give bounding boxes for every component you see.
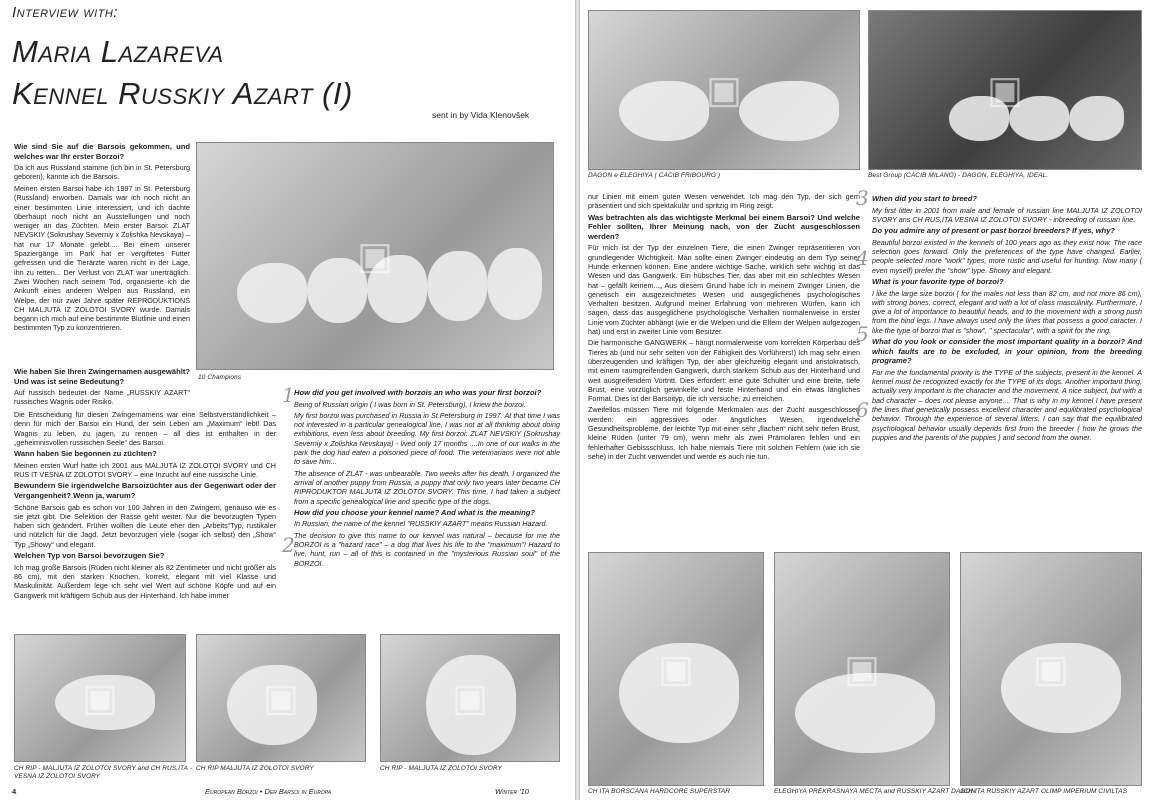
answer-en-2b: The decision to give this name to our kennel was natural – because for me the BORZOI is a "hazard race" – a dog that lives his life to the "maximum"! Hazard to live, hunt, run – all of this is contained in the "mysterious Russian soul" of the BORZOI.	[294, 530, 560, 568]
question-en-1: How did you get involved with borzois an who was your first borzoi?	[294, 388, 542, 397]
question-de-6: Was betrachten als das wichtigste Merkmal bei einem Barsoi? Und welche Fehler sollten, Ihrer Meinung nach, von der Zucht ausgeschlossen werden?	[588, 212, 860, 241]
page-number: 4	[12, 787, 17, 796]
photo-dagon-eleghiya-fribourg	[588, 10, 860, 170]
question-number-4: 4	[856, 246, 869, 270]
question-number-3: 3	[856, 186, 869, 210]
caption-top-2: Best Group (CACIB MILANO) - DAGON, ELEGHIYA, IDEAL.	[868, 172, 1049, 179]
question-de-1: Wie sind Sie auf die Barsois gekommen, und welches war Ihr erster Borzoi?	[14, 142, 190, 161]
answer-en-4: Beautiful borzoi existed in the kennels of 100 years ago as they exist now. The race selection goes forward. Only the preferences of the type have changed. Earlier, people selected more "work" types, more rustic and useful for hunting. Now many ( even myself) prefer the "show" type. Showy and elegant.	[872, 237, 1142, 275]
magazine-name: European Borzoi • Der Barsoi in Europa	[205, 787, 332, 796]
german-column-2	[14, 410, 276, 602]
answer-de-6b: Die harmonische GANGWERK – hängt normalerweise vom korrekten Körperbau des Tieres ab (und nur sehr selten von der Fähigkeit des Vorführers!) Ich mag sehr einen überzeugenden und kräftigen Typ, der aber gleichzeitig elegant und aristokratisch, mit einem raumgreifenden Gangwerk, durch starkem Schub aus der Hinterhand und weit ausgreifendem Vortritt. Dies erfordert: eine gute Schulter und eine breite, tiefe Brust, eine vorzüglich gewinkelte und feste Hinterhand und ein etwas längliches Format. Dies ist der Barsoityp, die ich versuche, zu erreichen.	[588, 338, 860, 404]
answer-en-3: My first litter in 2001 from male and female of russian line MALJUTA IZ ZOLOTOI SVORY ans CH RUS,ITA VESNA IZ ZOLOTOI SVORY - inbreeding of russian line.	[872, 205, 1142, 224]
photo-maljuta-standing	[196, 634, 366, 762]
caption-top-1: DAGON e ELEGHIYA ( CACIB FRIBOURG )	[588, 172, 721, 179]
caption-bottom-1: CH RIP - MALJUTA IZ ZOLOTOI SVORY and CH RUS,ITA - VESNA IZ ZOLOTOI SVORY	[14, 765, 192, 780]
question-en-5: What is your favorite type of borzoi?	[872, 276, 1004, 286]
answer-de-3: Meinen ersten Wurf hatte ich 2001 aus MALJUTA IZ ZOLOTOI SVORY und CH RUS IT VESNA IZ ZOLOTOI SVORY – eine Inzucht auf eine russische Linie.	[14, 460, 276, 480]
english-column-right	[872, 192, 1142, 444]
german-column-right	[588, 192, 860, 463]
caption-bottom-3: CH RIP - MALJUTA IZ ZOLOTOI SVORY	[380, 765, 502, 772]
answer-en-1b: My first borzoi was purchased in Russia in St.Petersburg in 1997. At that time I was not interested in a particular genealogical line, I was not at all thinking about doing exhibitions, even less about breeding. My first borzoi: ZLAT NEVSKIY (Sokrushay Severniy x Zolishka Nevskaya) - lived only 17 months ....In one of our walks in the park the dog had eaten a poisoned piece of food. The veterinarians were not able to save him...	[294, 410, 560, 467]
issue-label: Winter '10	[495, 787, 529, 796]
answer-de-1: Da ich aus Russland stamme (ich bin in St. Petersburg geboren), kannte ich die Barsois.	[14, 163, 190, 182]
german-column-1c	[14, 365, 190, 409]
answer-de-6c: Zweifellos müssen Tiere mit folgende Merkmalen aus der Zucht ausgeschlossen werden: ein aggressives oder ängstliches Wesen, irgendwelche Gesundheitsprobleme, der leichte Typ mit einer sehr „flachen“ nicht sehr tiefen Brust, kleine Rüden (unter 79 cm), wenn mehr als zwei Prämolaren fehlen und ein fehlerhafter Gebissschluss. Ich habe niemals Tiere mit solchen Fehlern (wie ich sie sehe) in der Zucht verwendet und werde es auch nie tun.	[588, 405, 860, 461]
answer-en-6: For me the fundamental priority is the TYPE of the subjects, present in the kennel. A kennel must be recognized exactly for the TYPE of its dogs. Another important thing, actually very important is the character and the movement. A nice subject, but with a bad character – does not please anyone.... That is why in my kennel I have present the lines that genetically possess excellent character and equilibrated psychological behavior. Through the experience of several litters, I can say that the equilibrated psychological behavior usually depends first from the breeder ( how he grows the puppies and the parents of the puppies ) and second from the owner.	[872, 367, 1142, 442]
photo-icon: ▣	[452, 677, 488, 720]
question-en-2: How did you choose your kennel name? And what is the meaning?	[294, 507, 536, 517]
main-photo-ten-champions	[196, 142, 554, 370]
photo-icon: ▣	[263, 677, 299, 720]
caption-bottom-r3: JCH ITA RUSSKIY AZART OLIMP IMPERIUM CIVILTAS	[960, 788, 1128, 795]
photo-icon: ▣	[987, 69, 1023, 112]
article-title-line2: Kennel Russkiy Azart (I)	[12, 76, 353, 111]
photo-icon: ▣	[357, 235, 393, 278]
question-number-5: 5	[856, 322, 869, 346]
photo-best-group-milano	[868, 10, 1142, 170]
question-number-2: 2	[282, 533, 295, 557]
question-de-3: Wann haben Sie begonnen zu züchten?	[14, 449, 157, 459]
article-title-line1: Maria Lazareva	[12, 34, 224, 69]
photo-maljuta-head	[380, 634, 560, 762]
question-number-1: 1	[282, 383, 295, 407]
german-column-1b	[14, 184, 190, 335]
answer-de-2: Auf russisch bedeutet der Name „RUSSKIY AZART“ russisches Wagnis oder Risiko.	[14, 388, 190, 407]
answer-en-1c: The absence of ZLAT - was unbearable. Two weeks after his death, I organized the arrival of another puppy from Russia, a puppy that only two years later became CH RIPRODUKTOR MALJUTA IZ ZOLOTOI SVORY. This time, I had taken a subject from a specific genealogical line and specific type of the dogs.	[294, 468, 560, 506]
german-column-1	[14, 140, 190, 184]
photo-icon: ▣	[82, 677, 118, 720]
english-column	[294, 386, 560, 570]
answer-de-5b: nur Linien mit einem guten Wesen verwendet. Ich mag den Typ, der sich gern präsentiert und sich spektakulär und spritzig im Ring zeigt.	[588, 192, 860, 211]
interview-label: Interview with:	[12, 4, 118, 21]
question-de-4: Bewundern Sie irgendwelche Barsoizüchter aus der Gegenwart oder der Vergangenheit? Wenn ja, warum?	[14, 481, 276, 500]
photo-borscana-hardcore-superstar	[588, 552, 764, 786]
byline: sent in by Vida Klenovšek	[432, 110, 530, 120]
question-de-2: Wie haben Sie Ihren Zwingernamen ausgewählt? Und was ist seine Bedeutung?	[14, 367, 190, 386]
main-photo-caption: 10 Champions	[198, 374, 242, 381]
answer-de-2b: Die Entscheidung für diesen Zwingernamens war eine Selbstverständlichkeit – denn für mich der Barsoi ein Hund, der sein Leben am „Maximum“ lebt! Das Wagnis zu leben, zu jagen, zu rennen – all dies ist enthalten in der „geheimnisvollen russischen Seele“ des Barsoi.	[14, 410, 276, 447]
caption-bottom-r2: ELEGHIYA PREKRASNAYA MECTA and RUSSKIY AZART DAGON	[774, 788, 976, 795]
answer-en-5: I like the large size borzoi ( for the males not less than 82 cm, and not more 86 cm), with strong bones, correct, elegant and with a lot of class masculinity. Furthermore, I give a lot of importance to beautiful heads, and to the movement with a strong push from the hind legs. I have always used only the lines that possess a good caracter. I like the type of borzoi that is "show", " spectacular", with a spirit for the ring.	[872, 288, 1142, 335]
question-en-4: Do you admire any of present or past borzoi breeders? If yes, why?	[872, 226, 1116, 236]
photo-icon: ▣	[658, 648, 694, 691]
answer-en-1a: Being of Russian origin ( I was born in St. Petersburg), I knew the borzoi.	[294, 399, 526, 409]
photo-eleghiya-dagon	[774, 552, 950, 786]
question-number-6: 6	[856, 398, 869, 422]
answer-de-4: Schöne Barsois gab es schon vor 100 Jahren in den Zwingern, genauso wie es sie jetzt gibt. Die Selektion der Rasse geht weiter. Nur die bevorzugten Typen haben sich geändert. Früher wollten die Leute eher den „Arbeits“Typ, rustikaler und nützlich für die Jagd. Jetzt bevorzugen viele (sogar ich selbst) den „Show“ Typ „Showy“ und elegant.	[14, 502, 276, 549]
answer-de-6: Für mich ist der Typ der einzelnen Tiere, die einen Zwinger repräsentieren von grundlegender Wichtigkeit. Man sollte einen Zwinger eindeutig an dem Typ seiner Hunde erkennen können. Eine andere wichtige Sache, wirklich sehr wichtig ist das Wesen und das Gangwerk. Ein hübsches Tier, das aber mit ein schlechtes Wesen hat – gefällt keinem...„ Aus diesem Grund habe ich in meinem Zwinger Linien, die genetisch ein ausgezeichnetes Wesen und ausgeglichenes psychologisches Verhalten besitzen. Aufgrund meiner Erfahrung von mehreren Würfen, kann ich sagen, dass das ausgeglichene psychologische Verhalten normalerweise in erster Linie vom Züchter abhängt (wie er die Welpen und die Eltern der Welpen aufgezogen hat) und erst in zweiter Linie vom Besitzer.	[588, 243, 860, 337]
question-en-3: When did you start to breed?	[872, 194, 978, 203]
photo-icon: ▣	[706, 69, 742, 112]
question-en-6: What do you look or consider the most important quality in a borzoi? And which faults are to be excluded, in your opinion, from the breeding programe?	[872, 337, 1142, 366]
answer-de-1b: Meinen ersten Barsoi habe ich 1997 in St. Petersburg (Russland) erworben. Damals war ich noch nicht an einer bestimmten Linie interessiert, und ich dachte überhaupt noch nicht an Ausstellungen und noch weniger an das Züchten. Mein erster Barsoi: ZLAT NEVSKIY (Sokrushay Severniy x Zolishka Nevskaya) – hat nur 17 Monate gelebt.... Bei einem unserer Spaziergänge im Park hat er vergiftetes Futter gefressen und die Tierärzte waren nicht in der Lage, ihn zu retten... Der Verlust von ZLAT war unerträglich. Zwei Wochen nach seinem Tod, organisierte ich die Ankunft eines anderen Welpen aus Russland, ein Welpe, der nur zwei Jahre später REPRODUKTIONS CH MALJUTA IZ ZOLOTOI SVORY wurde. Damals begann ich mich auf eine bestimmte Blutlinie und einen bestimmten Typ zu konzentrieren.	[14, 184, 190, 333]
answer-en-2a: In Russian, the name of the kennel "RUSSKIY AZART" means Russian Hazard.	[294, 519, 548, 529]
photo-maljuta-vesna	[14, 634, 186, 762]
caption-bottom-r1: CH ITA BORSCANA HARDCORE SUPERSTAR	[588, 788, 731, 795]
photo-icon: ▣	[844, 648, 880, 691]
photo-icon: ▣	[1033, 648, 1069, 691]
answer-de-5: Ich mag große Barsois (Rüden nicht kleiner als 82 Zentimeter und nicht größer als 86 cm), mit den starken Knochen, korrekt, elegant mit viel Klasse und Maskulinität. Außerdem lege ich sehr viel Wert auf schöne Köpfe und auf ein Gangwerk mit kräftigem Schub aus der Hinterhand. Ich habe immer	[14, 562, 276, 600]
photo-olimp-imperium-civiltas	[960, 552, 1142, 786]
right-page	[580, 0, 1150, 800]
question-de-5: Welchen Typ von Barsoi bevorzugen Sie?	[14, 551, 165, 561]
caption-bottom-2: CH RIP MALJUTA IZ ZOLOTOI SVORY	[196, 765, 314, 772]
